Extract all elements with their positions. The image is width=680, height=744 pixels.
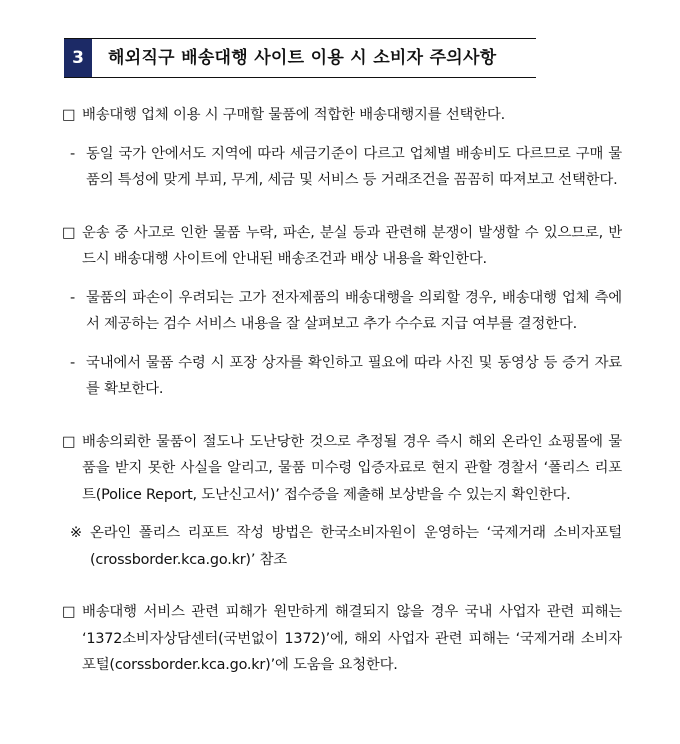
checkbox-square-icon: □ <box>62 107 76 123</box>
advice-list <box>62 102 622 679</box>
list-item <box>62 285 622 338</box>
list-item <box>62 520 622 573</box>
checkbox-square-icon: □ <box>62 604 76 620</box>
section-title: 해외직구 배송대행 사이트 이용 시 소비자 주의사항 <box>108 48 497 68</box>
item-text: 물품의 파손이 우려되는 고가 전자제품의 배송대행을 의뢰할 경우, 배송대행 업체 측에서 제공하는 검수 서비스 내용을 잘 살펴보고 추가 수수료 지급 여부를 결정한다. <box>86 289 622 332</box>
item-text: 국내에서 물품 수령 시 포장 상자를 확인하고 필요에 따라 사진 및 동영상 등 증거 자료를 확보한다. <box>86 354 622 397</box>
item-text: 온라인 폴리스 리포트 작성 방법은 한국소비자원이 운영하는 ‘국제거래 소비자포털(crossborder.kca.go.kr)’ 참조 <box>90 525 622 568</box>
item-text: 동일 국가 안에서도 지역에 따라 세금기준이 다르고 업체별 배송비도 다르므로 구매 물품의 특성에 맞게 부피, 무게, 세금 및 서비스 등 거래조건을 꼼꼼히 따져보고 선택한다. <box>86 145 622 188</box>
item-text: 운송 중 사고로 인한 물품 누락, 파손, 분실 등과 관련해 분쟁이 발생할 수 있으므로, 반드시 배송대행 사이트에 안내된 배송조건과 배상 내용을 확인한다. <box>82 224 622 267</box>
list-item <box>62 429 622 509</box>
checkbox-square-icon: □ <box>62 433 76 450</box>
dash-bullet-icon: - <box>70 354 75 371</box>
list-item <box>62 141 622 194</box>
dash-bullet-icon: - <box>70 145 75 162</box>
section-header <box>64 38 536 78</box>
item-text: 배송대행 업체 이용 시 구매할 물품에 적합한 배송대행지를 선택한다. <box>82 107 506 123</box>
item-text: 배송의뢰한 물품이 절도나 도난당한 것으로 추정될 경우 즉시 해외 온라인 쇼핑몰에 물품을 받지 못한 사실을 알리고, 물품 미수령 입증자료로 현지 관할 경찰서 ‘폴리스 리포트(Police Report, 도난신고서)’ 접수증을 제출해 보상받을 수 있는지 확인한다. <box>82 433 622 503</box>
checkbox-square-icon: □ <box>62 224 76 241</box>
item-text: 배송대행 서비스 관련 피해가 원만하게 해결되지 않을 경우 국내 사업자 관련 피해는 ‘1372소비자상담센터(국번없이 1372)’에, 해외 사업자 관련 피해는 ‘국제거래 소비자포털(corssborder.kca.go.kr)’에 도움을 요청한다. <box>82 604 622 673</box>
dash-bullet-icon: - <box>70 289 75 306</box>
list-item <box>62 350 622 403</box>
list-item <box>62 102 622 129</box>
reference-mark-icon: ※ <box>70 525 82 541</box>
list-item <box>62 220 622 273</box>
list-item <box>62 599 622 679</box>
section-number-badge: 3 <box>64 39 92 77</box>
